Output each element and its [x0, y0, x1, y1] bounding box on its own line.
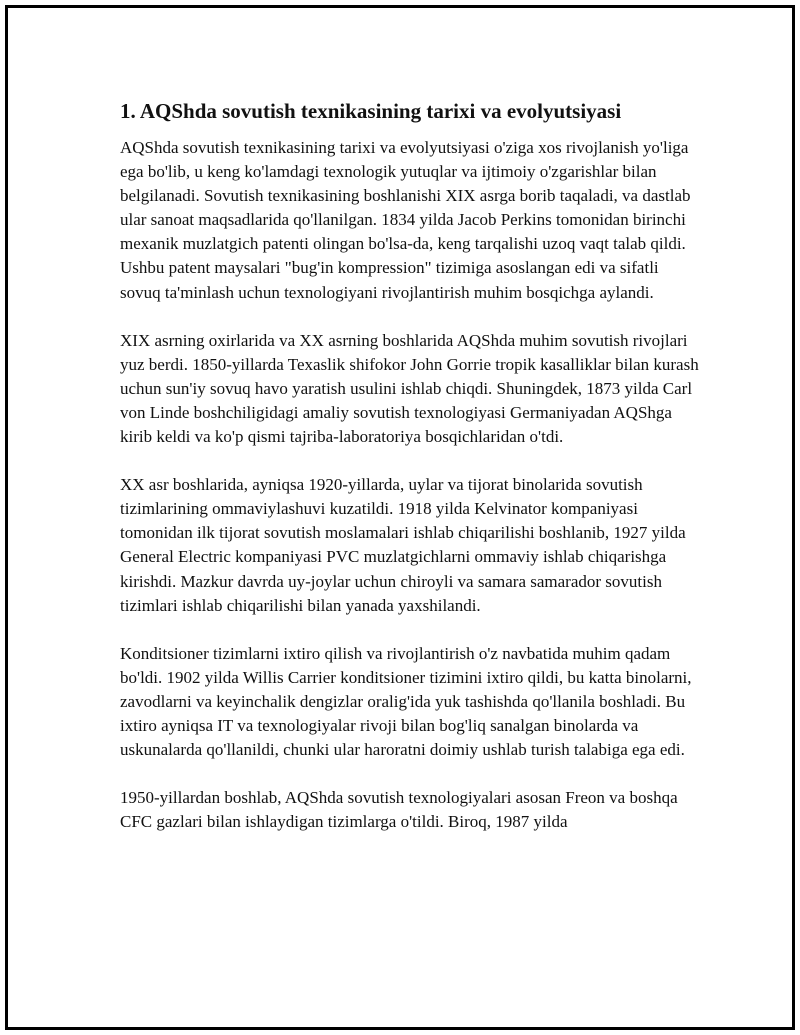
- section-heading: 1. AQShda sovutish texnikasining tarixi va evolyutsiyasi: [120, 99, 622, 123]
- paragraph-2: XIX asrning oxirlarida va XX asrning boshlarida AQShda muhim sovutish rivojlari yuz berdi. 1850-yillarda Texaslik shifokor John Gorrie tropik kasalliklar bilan kurash uchun sun'iy sovuq havo yaratish usulini ishlab chiqdi. Shuningdek, 1873 yilda Carl von Linde boshchiligidagi amaliy sovutish texnologiyasi Germaniyadan AQShga kirib keldi va ko'p qismi tajriba-laboratoriya bosqichlaridan o'tdi.: [120, 330, 699, 447]
- paragraph-3: XX asr boshlarida, ayniqsa 1920-yillarda, uylar va tijorat binolarida sovutish tizimlarining ommaviylashuvi kuzatildi. 1918 yilda Kelvinator kompaniyasi tomonidan ilk tijorat sovutish moslamalari ishlab chiqarilishi boshlanib, 1927 yilda General Electric kompaniyasi PVC muzlatgichlarni ommaviy ishlab chiqarishga kirishdi. Mazkur davrda uy-joylar uchun chiroyli va samara samarador sovutish tizimlari ishlab chiqarilishi bilan yanada yaxshilandi.: [120, 475, 686, 615]
- page-frame: [5, 5, 795, 1030]
- document-body: [120, 96, 700, 858]
- paragraph-4: Konditsioner tizimlarni ixtiro qilish va rivojlantirish o'z navbatida muhim qadam bo'ldi. 1902 yilda Willis Carrier konditsioner tizimini ixtiro qildi, bu katta binolarni, zavodlarni va keyinchalik dengizlar oralig'ida yuk tashishda qo'llanila boshladi. Bu ixtiro ayniqsa IT va texnologiyalar rivoji bilan bog'liq sanalgan binolarda va uskunalarda qo'llanildi, chunki ular haroratni doimiy ushlab turish talabiga ega edi.: [120, 643, 692, 760]
- paragraph-1: AQShda sovutish texnikasining tarixi va evolyutsiyasi o'ziga xos rivojlanish yo'liga ega bo'lib, u keng ko'lamdagi texnologik yutuqlar va ijtimoiy o'zgarishlar bilan belgilanadi. Sovutish texnikasining boshlanishi XIX asrga borib taqaladi, va dastlab ular sanoat maqsadlarida qo'llanilgan. 1834 yilda Jacob Perkins tomonidan birinchi mexanik muzlatgich patenti olingan bo'lsa-da, keng tarqalishi uzoq vaqt talab qildi. Ushbu patent maysalari "bug'in kompression" tizimiga asoslangan edi va sifatli sovuq ta'minlash uchun texnologiyani rivojlantirish muhim bosqichga aylandi.: [120, 138, 691, 302]
- paragraph-5: 1950-yillardan boshlab, AQShda sovutish texnologiyalari asosan Freon va boshqa CFC gazlari bilan ishlaydigan tizimlarga o'tildi. Biroq, 1987 yilda: [120, 788, 678, 832]
